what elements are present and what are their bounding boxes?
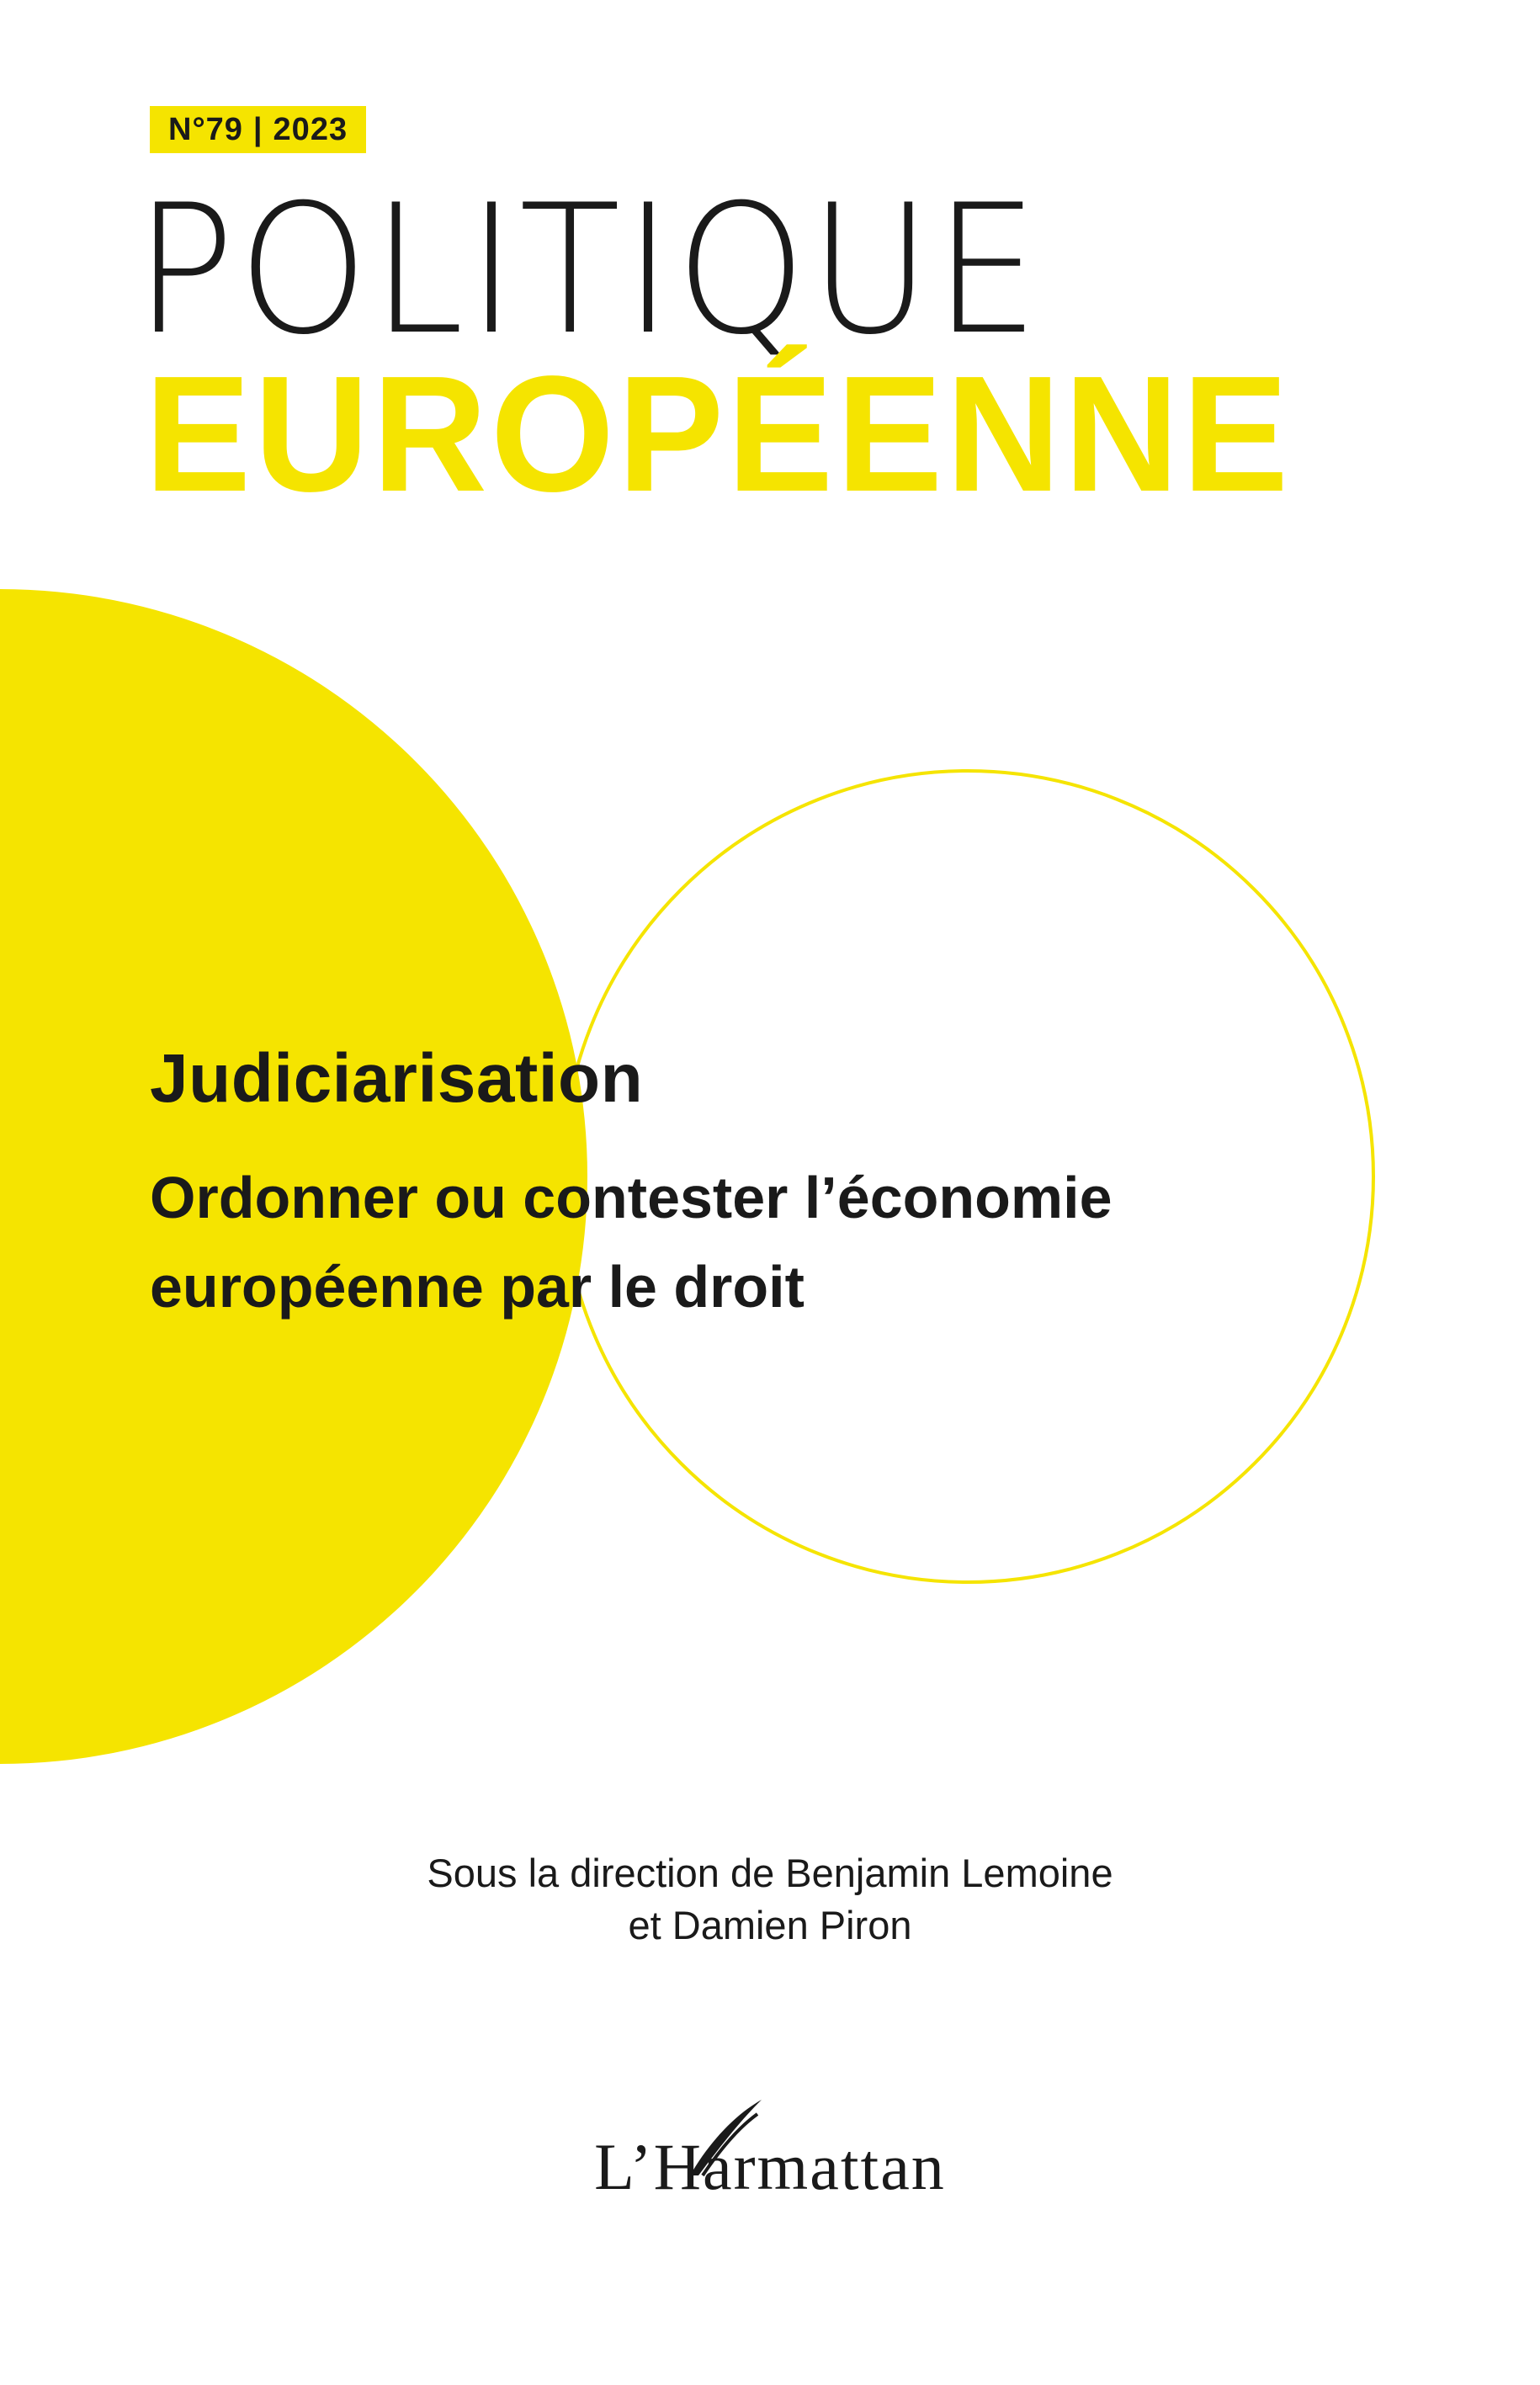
issue-number: N°79 bbox=[168, 111, 243, 147]
publisher-name: L’Harmattan bbox=[594, 2130, 946, 2203]
theme-subtitle-line2: européenne par le droit bbox=[150, 1254, 805, 1320]
theme-title: Judiciarisation bbox=[150, 1040, 644, 1117]
theme-subtitle-line1: Ordonner ou contester l’économie bbox=[150, 1165, 1113, 1230]
editors-line2: et Damien Piron bbox=[628, 1903, 912, 1947]
journal-title-line1: POLITIQUE bbox=[135, 166, 1043, 374]
issue-badge bbox=[150, 106, 366, 153]
editors-line1: Sous la direction de Benjamin Lemoine bbox=[427, 1851, 1113, 1895]
journal-title-line2: EUROPÉENNE bbox=[145, 342, 1292, 526]
issue-separator: | bbox=[252, 111, 263, 147]
issue-year: 2023 bbox=[273, 111, 348, 147]
theme-subtitle bbox=[150, 1153, 1412, 1331]
editors-credit bbox=[0, 1847, 1540, 1952]
